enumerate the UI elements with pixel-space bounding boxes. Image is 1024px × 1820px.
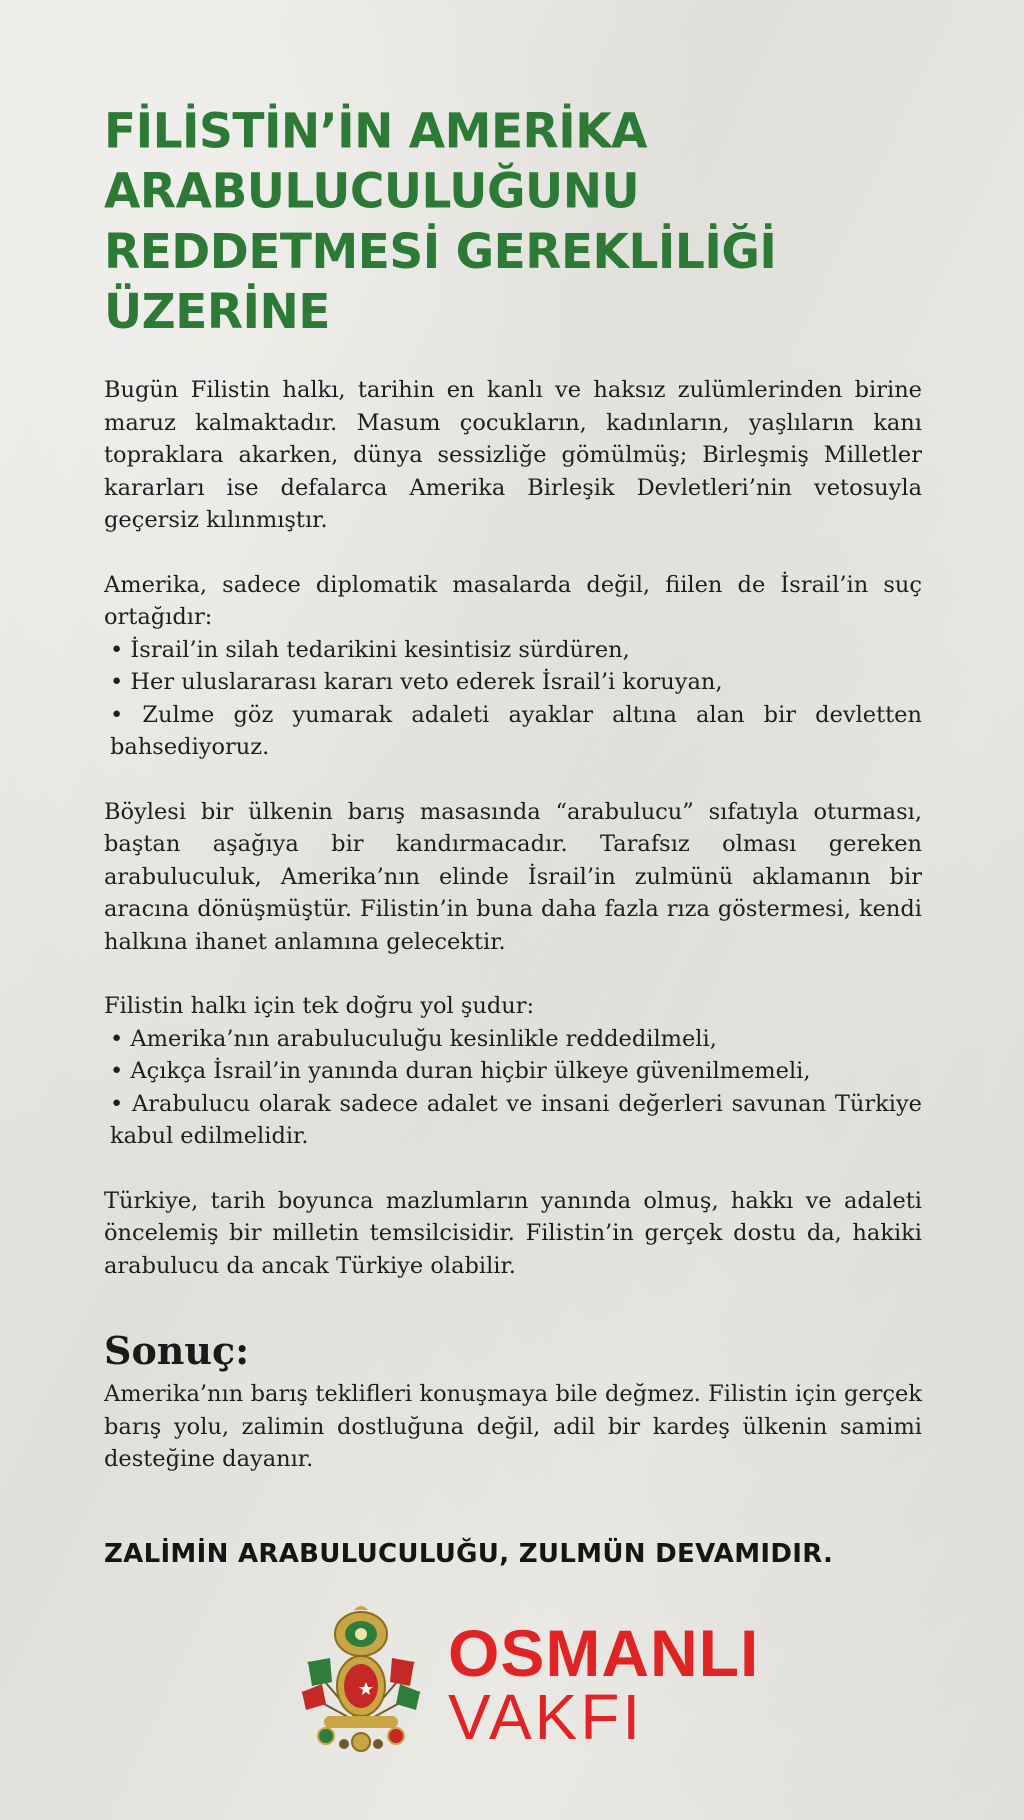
- brand-name: OSMANLI: [448, 1616, 760, 1690]
- brand-subtitle: VAKFI: [448, 1681, 644, 1753]
- list-item: • Zulme göz yumarak adaleti ayaklar altına alan bir devletten bahsediyoruz.: [110, 701, 922, 760]
- paragraph-5: Türkiye, tarih boyunca mazlumların yanında olmuş, hakkı ve adaleti öncelemiş bir milletin temsilcisidir. Filistin’in gerçek dostu da, hakiki arabulucu da ancak Türkiye olabilir.: [104, 1187, 922, 1279]
- footer-logo: [296, 1604, 760, 1754]
- list-item: • Açıkça İsrail’in yanında duran hiçbir ülkeye güvenilmemeli,: [110, 1058, 811, 1084]
- list-item: • Amerika’nın arabuluculuğu kesinlikle reddedilmeli,: [110, 1025, 717, 1052]
- title-line-3: REDDETMESİ GEREKLİLİĞİ ÜZERİNE: [104, 224, 777, 341]
- list-item: • Arabulucu olarak sadece adalet ve insani değerleri savunan Türkiye kabul edilmelidir.: [110, 1090, 922, 1149]
- article-body: [104, 374, 922, 1476]
- page-title: [104, 102, 922, 343]
- ottoman-coat-of-arms-icon: [296, 1604, 426, 1754]
- brand-wordmark: [448, 1616, 760, 1753]
- paragraph-4-intro: Filistin halkı için tek doğru yol şudur:: [104, 993, 535, 1019]
- paragraph-2-intro: Amerika, sadece diplomatik masalarda değil, fiilen de İsrail’in suç ortağıdır:: [104, 571, 922, 630]
- list-item: • Her uluslararası kararı veto ederek İsrail’i koruyan,: [110, 669, 723, 695]
- list-item: • İsrail’in silah tedarikini kesintisiz sürdüren,: [110, 636, 630, 663]
- title-line-2: ARABULUCULUĞUNU: [104, 163, 640, 220]
- conclusion-text: Amerika’nın barış teklifleri konuşmaya bile değmez. Filistin için gerçek barış yolu, zalimin dostluğuna değil, adil bir kardeş ülkenin samimi desteğine dayanır.: [104, 1381, 922, 1472]
- article: [104, 104, 922, 1572]
- paragraph-1: Bugün Filistin halkı, tarihin en kanlı ve haksız zulümlerinden birine maruz kalmaktadır. Masum çocukların, kadınların, yaşlıların kanı topraklara akarken, dünya sessizliğe gömülmüş; Birleşmiş Milletler kararları ise defalarca Amerika Birleşik Devletleri’nin vetosuyla geçersiz kılınmıştır.: [104, 377, 922, 533]
- conclusion-heading: Sonuç:: [104, 1328, 250, 1373]
- title-line-1: FİLİSTİN’İN AMERİKA: [104, 103, 648, 160]
- paragraph-3: Böylesi bir ülkenin barış masasında “arabulucu” sıfatıyla oturması, baştan aşağıya bir kandırmacadır. Tarafsız olması gereken arabuluculuk, Amerika’nın elinde İsrail’in zulmünü aklamanın bir aracına dönüşmüştür. Filistin’in buna daha fazla rıza göstermesi, kendi halkına ihanet anlamına gelecektir.: [104, 798, 922, 955]
- slogan: ZALİMİN ARABULUCULUĞU, ZULMÜN DEVAMIDIR.: [104, 1538, 834, 1569]
